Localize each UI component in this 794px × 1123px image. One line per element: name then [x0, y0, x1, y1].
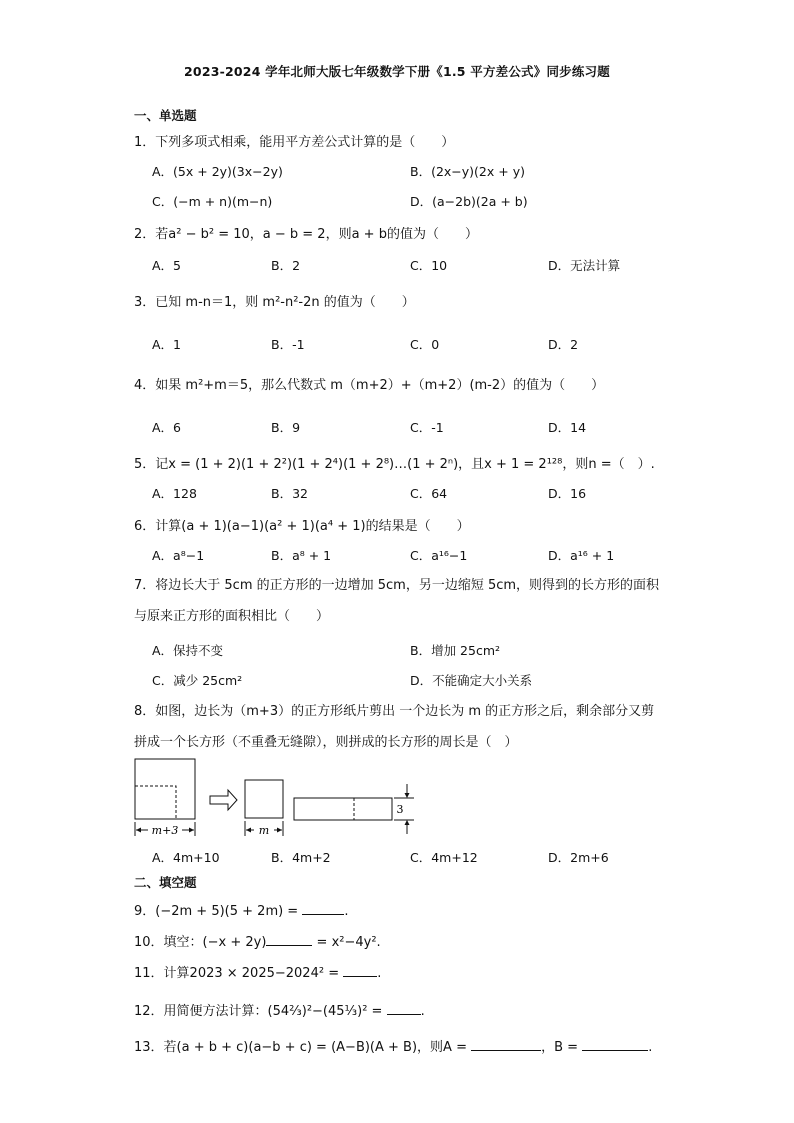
question-2-option-a[interactable]: A．5: [152, 258, 182, 273]
label-m-plus-3: m+3: [151, 824, 179, 837]
question-12: [134, 1000, 425, 1019]
question-8-option-d[interactable]: D．2m+6: [548, 850, 609, 865]
question-13: [134, 1036, 652, 1055]
question-13-end: .: [648, 1040, 653, 1055]
question-13-pre: 13．若(a + b + c)(a−b + c) = (A−B)(A + B)，则A =: [134, 1040, 467, 1055]
question-3-option-d[interactable]: D．2: [548, 337, 579, 352]
question-7-option-c[interactable]: C．减少 25cm²: [152, 673, 243, 688]
question-5-option-b[interactable]: B．32: [271, 486, 308, 501]
label-m: m: [258, 824, 270, 837]
label-3: 3: [396, 803, 404, 816]
question-1-option-a[interactable]: A．(5x + 2y)(3x−2y): [152, 164, 283, 179]
question-8-option-a[interactable]: A．4m+10: [152, 850, 220, 865]
question-12-stem: 12．用简便方法计算：(54⅔)²−(45⅓)² =: [134, 1004, 383, 1019]
question-7-option-d[interactable]: D．不能确定大小关系: [410, 673, 533, 688]
question-4-option-d[interactable]: D．14: [548, 420, 587, 435]
question-9-end: .: [344, 904, 349, 919]
question-8-stem: 8．如图，边长为（m+3）的正方形纸片剪出 一个边长为 m 的正方形之后，剩余部分又剪拼成一个长方形（不重叠无缝隙），则拼成的长方形的周长是（ ）: [134, 704, 655, 750]
question-11: [134, 962, 381, 981]
question-4-option-a[interactable]: A．6: [152, 420, 182, 435]
transform-arrow: [210, 790, 237, 810]
question-4-stem: 4．如果 m²+m＝5，那么代数式 m（m+2）+（m+2）(m-2）的值为（ ）: [134, 378, 605, 393]
question-1-option-b[interactable]: B．(2x−y)(2x + y): [410, 164, 525, 179]
question-10: [134, 931, 381, 950]
question-2-option-b[interactable]: B．2: [271, 258, 301, 273]
question-10-post: = x²−4y².: [316, 935, 381, 950]
question-9: [134, 900, 348, 919]
question-6-stem: 6．计算(a + 1)(a−1)(a² + 1)(a⁴ + 1)的结果是（ ）: [134, 519, 470, 534]
question-7-stem: 7．将边长大于 5cm 的正方形的一边增加 5cm，另一边缩短 5cm，则得到的长方形的面积与原来正方形的面积相比（ ）: [134, 578, 660, 624]
question-7-option-a[interactable]: A．保持不变: [152, 643, 224, 658]
cut-line-dashed: [135, 786, 176, 819]
question-2-option-c[interactable]: C．10: [410, 258, 448, 273]
question-2-option-d[interactable]: D．无法计算: [548, 258, 621, 273]
question-4-option-b[interactable]: B．9: [271, 420, 301, 435]
question-1-option-c[interactable]: C．(−m + n)(m−n): [152, 194, 273, 209]
question-3-option-a[interactable]: A．1: [152, 337, 182, 352]
question-10-pre: 10．填空：(−x + 2y): [134, 935, 267, 950]
question-8-figure: [130, 756, 430, 842]
question-6-option-d[interactable]: D．a¹⁶ + 1: [548, 548, 615, 563]
question-2-stem: 2．若a² − b² = 10，a − b = 2，则a + b的值为（ ）: [134, 227, 478, 242]
question-6-option-c[interactable]: C．a¹⁶−1: [410, 548, 468, 563]
answer-blank[interactable]: [343, 975, 377, 977]
question-1-stem: 1．下列多项式相乘，能用平方差公式计算的是（ ）: [134, 135, 455, 150]
question-4-option-c[interactable]: C．-1: [410, 420, 444, 435]
question-5-option-a[interactable]: A．128: [152, 486, 197, 501]
question-9-stem: 9．(−2m + 5)(5 + 2m) =: [134, 904, 299, 919]
question-3-stem: 3．已知 m-n＝1，则 m²-n²-2n 的值为（ ）: [134, 295, 415, 310]
question-5-stem: 5．记x = (1 + 2)(1 + 2²)(1 + 2⁴)(1 + 2⁸)…(1 + 2ⁿ)，且x + 1 = 2¹²⁸，则n =（ ）.: [134, 457, 655, 472]
question-3-option-c[interactable]: C．0: [410, 337, 440, 352]
question-3-option-b[interactable]: B．-1: [271, 337, 305, 352]
answer-blank[interactable]: [387, 1013, 421, 1015]
answer-blank[interactable]: [266, 944, 312, 946]
question-8-option-c[interactable]: C．4m+12: [410, 850, 478, 865]
question-11-end: .: [377, 966, 382, 981]
question-11-stem: 11．计算2023 × 2025−2024² =: [134, 966, 340, 981]
question-6-option-b[interactable]: B．a⁸ + 1: [271, 548, 332, 563]
question-5-option-d[interactable]: D．16: [548, 486, 587, 501]
small-square: [245, 780, 283, 818]
answer-blank-a[interactable]: [471, 1049, 541, 1051]
question-1-option-d[interactable]: D．(a−2b)(2a + b): [410, 194, 528, 209]
question-12-end: .: [420, 1004, 425, 1019]
question-5-option-c[interactable]: C．64: [410, 486, 448, 501]
answer-blank[interactable]: [302, 913, 344, 915]
big-square: [135, 759, 195, 819]
question-6-option-a[interactable]: A．a⁸−1: [152, 548, 205, 563]
question-7-option-b[interactable]: B．增加 25cm²: [410, 643, 501, 658]
section-heading-single-choice: 一、单选题: [134, 108, 197, 123]
page-title: 2023-2024 学年北师大版七年级数学下册《1.5 平方差公式》同步练习题: [184, 64, 610, 79]
section-heading-fill-in: 二、填空题: [134, 875, 197, 890]
question-13-mid: ，B =: [541, 1040, 579, 1055]
question-8-option-b[interactable]: B．4m+2: [271, 850, 331, 865]
answer-blank-b[interactable]: [582, 1049, 648, 1051]
result-rectangle: [294, 798, 392, 820]
